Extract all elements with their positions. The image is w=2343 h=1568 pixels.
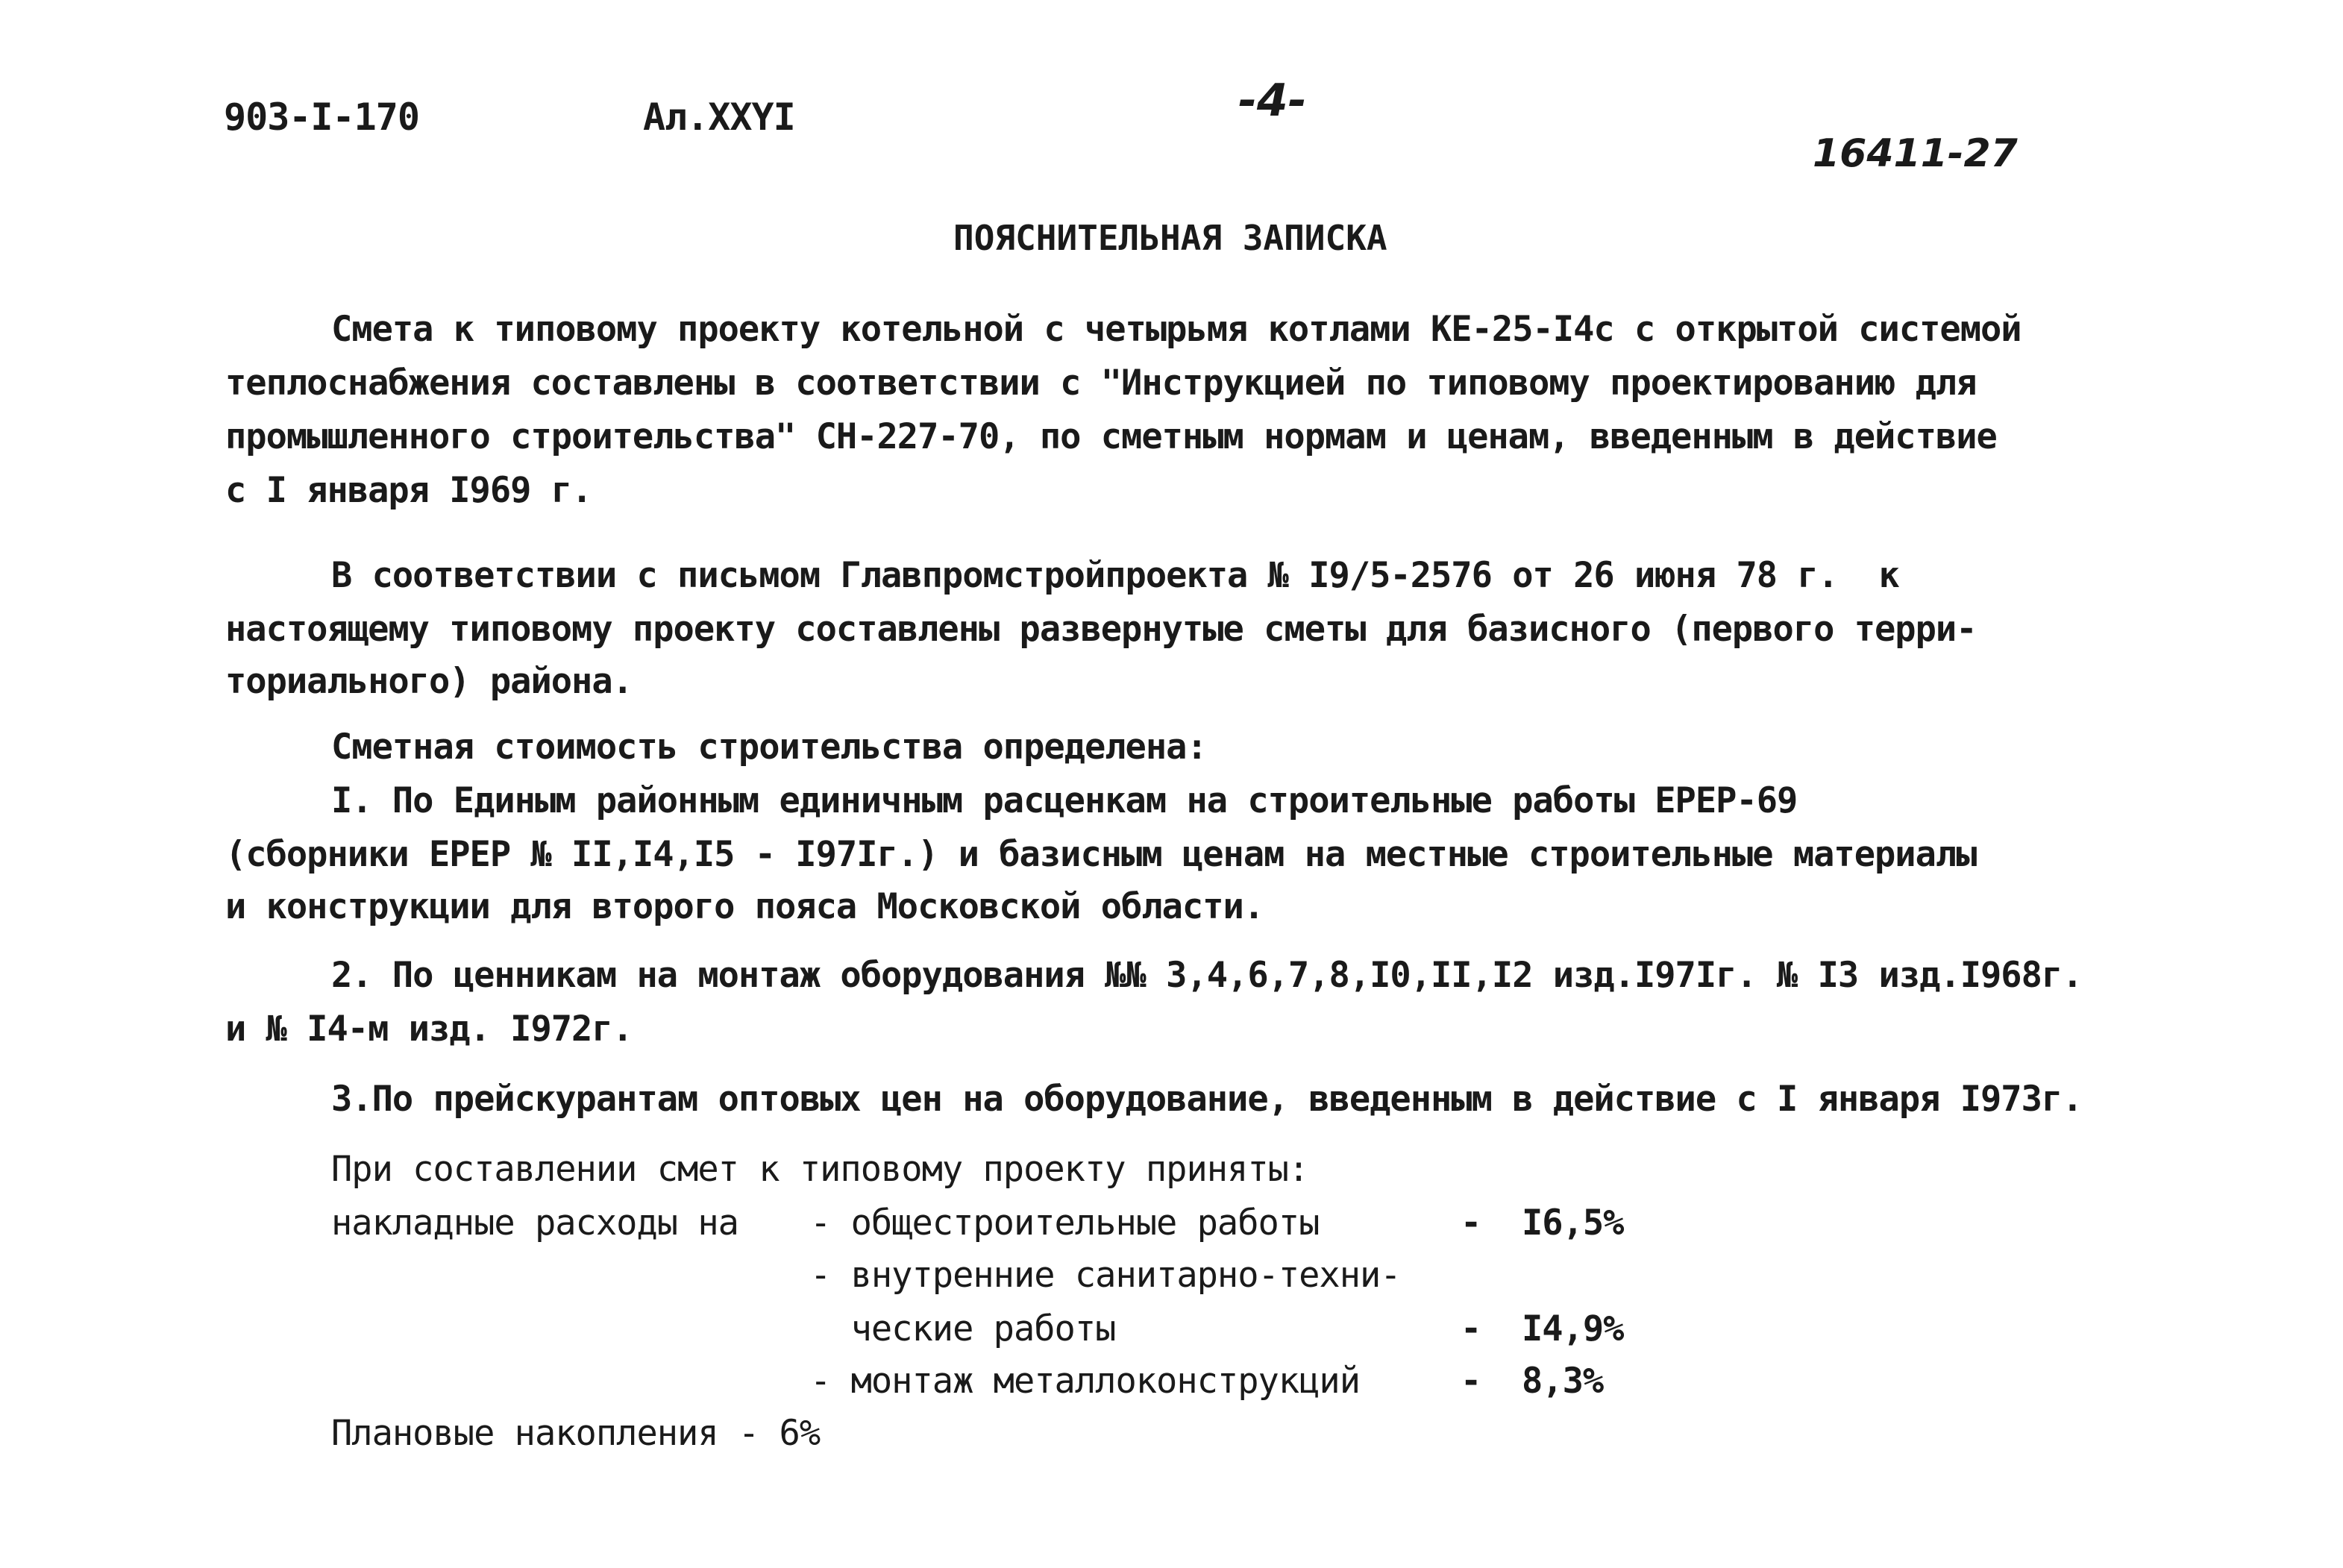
para1-line-4: с I января I969 г. — [225, 470, 592, 511]
overhead-row-1-dash: - — [1461, 1202, 1481, 1244]
para2-line-2: настоящему типовому проекту составлены развернутые сметы для базисного (первого терри- — [225, 609, 1977, 650]
item1-line-1: I. По Единым районным единичным расценкам на строительные работы ЕРЕР-69 — [331, 780, 1798, 821]
overhead-row-1-name: - общестроительные работы — [810, 1202, 1320, 1244]
para1-line-3: промышленного строительства" СН-227-70, по сметным нормам и ценам, введенным в действие — [225, 416, 1997, 457]
page-title: ПОЯСНИТЕЛЬНАЯ ЗАПИСКА — [953, 218, 1387, 258]
para2-line-3: ториального) района. — [225, 661, 633, 702]
overhead-row-3-value: I4,9% — [1522, 1308, 1624, 1349]
cost-intro: Сметная стоимость строительства определена: — [331, 727, 1207, 768]
overheads-intro: При составлении смет к типовому проекту приняты: — [331, 1149, 1309, 1190]
overhead-row-4-name: - монтаж металлоконструкций — [810, 1361, 1361, 1402]
overhead-row-4-dash: - — [1461, 1361, 1481, 1402]
album-number: Ал.XXYI — [643, 95, 795, 139]
overhead-row-1-value: I6,5% — [1522, 1202, 1624, 1244]
overhead-row-3-dash: - — [1461, 1308, 1481, 1349]
archive-number: 16411-27 — [1813, 131, 2018, 176]
doc-code: 903-I-170 — [224, 95, 419, 139]
para2-line-1: В соответствии с письмом Главпромстройпроекта № I9/5-2576 от 26 июня 78 г. к — [331, 555, 1899, 596]
planned-savings: Плановые накопления - 6% — [331, 1413, 821, 1454]
overhead-row-3-name: ческие работы — [810, 1308, 1116, 1349]
item1-line-2: (сборники ЕРЕР № II,I4,I5 - I97Iг.) и базисным ценам на местные строительные материалы — [225, 834, 1977, 875]
overhead-row-2-name: - внутренние санитарно-техни- — [810, 1255, 1401, 1296]
page-number: -4- — [1238, 75, 1307, 127]
overheads-label: накладные расходы на — [331, 1202, 738, 1244]
item1-line-3: и конструкции для второго пояса Московской области. — [225, 886, 1264, 927]
item2-line-2: и № I4-м изд. I972г. — [225, 1009, 633, 1050]
overhead-row-4-value: 8,3% — [1522, 1361, 1604, 1402]
para1-line-1: Смета к типовому проекту котельной с четырьмя котлами КЕ-25-I4с с открытой системой — [331, 309, 2021, 350]
item2-line-1: 2. По ценникам на монтаж оборудования №№ 3,4,6,7,8,I0,II,I2 изд.I97Iг. № I3 изд.I968г. — [331, 955, 2083, 996]
item3-line: 3.По прейскурантам оптовых цен на оборудование, введенным в действие с I января I973г. — [331, 1079, 2083, 1120]
para1-line-2: теплоснабжения составлены в соответствии с "Инструкцией по типовому проектированию для — [225, 363, 1977, 404]
